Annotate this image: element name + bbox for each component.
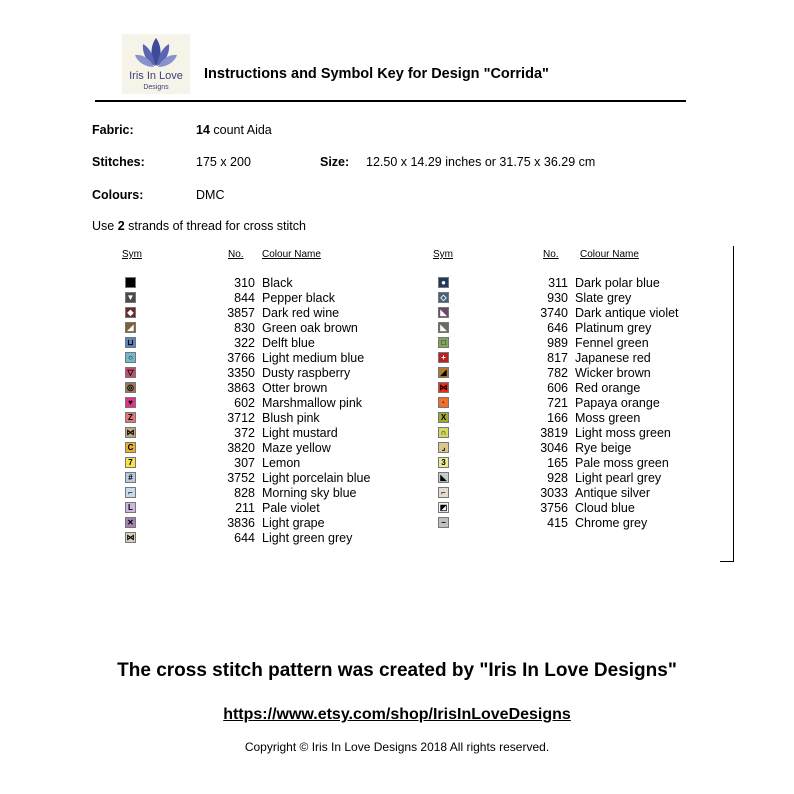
fabric-label: Fabric: xyxy=(92,123,134,137)
colour-name: Antique silver xyxy=(575,486,651,500)
colour-number: 644 xyxy=(234,531,255,545)
colour-name: Slate grey xyxy=(575,291,632,305)
colour-number: 646 xyxy=(547,321,568,335)
colour-name: Otter brown xyxy=(262,381,328,395)
colour-number: 602 xyxy=(234,396,255,410)
symbol-swatch: ⋈ xyxy=(439,383,448,392)
symbol-swatch: ◇ xyxy=(438,292,449,303)
colour-number: 165 xyxy=(547,456,568,470)
colour-name: Moss green xyxy=(575,411,641,425)
right-name-header: Colour Name xyxy=(580,249,639,260)
colour-number: 307 xyxy=(234,456,255,470)
symbol-swatch: ◢ xyxy=(125,322,136,333)
colour-row xyxy=(438,516,738,531)
fabric-count: 14 xyxy=(196,123,210,137)
copyright-text: Copyright © Iris In Love Designs 2018 All rights reserved. xyxy=(244,740,550,754)
key-border-bottom xyxy=(720,561,734,562)
symbol-swatch: ▼ xyxy=(126,293,135,302)
colour-number: 844 xyxy=(234,291,255,305)
colour-name: Green oak brown xyxy=(262,321,358,335)
colour-name: Pale violet xyxy=(262,501,320,515)
colour-row xyxy=(438,321,738,336)
colour-number: 166 xyxy=(547,411,568,425)
colour-name: Blush pink xyxy=(262,411,320,425)
colour-number: 3766 xyxy=(227,351,255,365)
colour-number: 3863 xyxy=(227,381,255,395)
colour-name: Rye beige xyxy=(575,441,632,455)
size-label: Size: xyxy=(320,155,350,169)
left-name-header: Colour Name xyxy=(262,249,321,260)
symbol-swatch: − xyxy=(438,517,449,528)
colour-number: 310 xyxy=(234,276,255,290)
symbol-swatch: ♥ xyxy=(125,397,136,408)
colour-name: Pale moss green xyxy=(575,456,669,470)
colour-name: Cloud blue xyxy=(575,501,635,515)
colour-row xyxy=(125,471,425,486)
symbol-swatch: ○ xyxy=(125,352,136,363)
symbol-swatch: ◣ xyxy=(438,472,449,483)
symbol-swatch: ◩ xyxy=(439,503,448,512)
colour-name: Marshmallow pink xyxy=(262,396,363,410)
size-value: 12.50 x 14.29 inches or 31.75 x 36.29 cm xyxy=(366,155,596,169)
lotus-icon xyxy=(134,36,178,70)
colour-row xyxy=(125,441,425,456)
colours-value: DMC xyxy=(196,188,225,202)
colour-row xyxy=(125,366,425,381)
symbol-swatch: # xyxy=(125,472,136,483)
colour-row xyxy=(438,456,738,471)
colour-row xyxy=(125,396,425,411)
colour-name: Platinum grey xyxy=(575,321,652,335)
colour-row xyxy=(438,441,738,456)
symbol-swatch: □ xyxy=(438,337,449,348)
colour-row xyxy=(438,426,738,441)
logo-name: Iris In Love xyxy=(129,70,183,82)
symbol-swatch: C xyxy=(125,442,136,453)
colour-name: Light pearl grey xyxy=(575,471,662,485)
symbol-swatch: ∩ xyxy=(438,427,449,438)
colour-name: Fennel green xyxy=(575,336,649,350)
symbol-swatch: 3 xyxy=(438,457,449,468)
right-sym-header: Sym xyxy=(433,249,453,260)
strands-instruction xyxy=(92,219,306,233)
colour-row xyxy=(125,516,425,531)
symbol-swatch: ⌐ xyxy=(438,487,449,498)
colour-row xyxy=(125,486,425,501)
colour-number: 830 xyxy=(234,321,255,335)
symbol-swatch: ▽ xyxy=(125,367,136,378)
colour-row xyxy=(125,321,425,336)
colour-name: Lemon xyxy=(262,456,301,470)
colour-name: Light grape xyxy=(262,516,325,530)
colour-number: 415 xyxy=(547,516,568,530)
symbol-swatch: ● xyxy=(438,277,449,288)
symbol-swatch: X xyxy=(438,412,449,423)
colour-number: 930 xyxy=(547,291,568,305)
colour-name: Dark antique violet xyxy=(575,306,679,320)
colour-number: 782 xyxy=(547,366,568,380)
colours-label: Colours: xyxy=(92,188,144,202)
colour-name: Dark polar blue xyxy=(575,276,660,290)
colour-row xyxy=(438,291,738,306)
colour-name: Delft blue xyxy=(262,336,315,350)
colour-number: 989 xyxy=(547,336,568,350)
colour-name: Light moss green xyxy=(575,426,671,440)
symbol-swatch: ⋈ xyxy=(126,533,135,542)
page-title: Instructions and Symbol Key for Design "Corrida" xyxy=(204,66,549,82)
symbol-swatch: ⌟ xyxy=(438,442,449,453)
colour-name: Wicker brown xyxy=(575,366,651,380)
colour-name: Light mustard xyxy=(262,426,338,440)
colour-number: 721 xyxy=(547,396,568,410)
colour-number: 3819 xyxy=(540,426,568,440)
symbol-swatch: ◎ xyxy=(125,382,136,393)
stitches-label: Stitches: xyxy=(92,155,145,169)
colour-row xyxy=(438,381,738,396)
fabric-value xyxy=(196,123,272,137)
colour-row xyxy=(125,336,425,351)
symbol-swatch: Z xyxy=(125,412,136,423)
colour-row xyxy=(125,306,425,321)
shop-link[interactable]: https://www.etsy.com/shop/IrisInLoveDesigns xyxy=(223,706,571,723)
colour-row xyxy=(125,411,425,426)
symbol-swatch: + xyxy=(438,352,449,363)
colour-number: 3752 xyxy=(227,471,255,485)
colour-name: Maze yellow xyxy=(262,441,331,455)
colour-name: Light medium blue xyxy=(262,351,365,365)
colour-row xyxy=(438,486,738,501)
symbol-swatch: ◣ xyxy=(438,322,449,333)
colour-row xyxy=(125,456,425,471)
fabric-type: count Aida xyxy=(209,123,272,137)
symbol-swatch: ✕ xyxy=(125,517,136,528)
colour-row xyxy=(438,396,738,411)
colour-number: 3756 xyxy=(540,501,568,515)
colour-row xyxy=(125,531,425,546)
symbol-swatch: ⌐ xyxy=(125,487,136,498)
strands-count: 2 xyxy=(117,219,125,233)
colour-name: Light porcelain blue xyxy=(262,471,371,485)
colour-row xyxy=(125,291,425,306)
colour-name: Papaya orange xyxy=(575,396,660,410)
colour-number: 606 xyxy=(547,381,568,395)
colour-number: 928 xyxy=(547,471,568,485)
colour-row xyxy=(438,366,738,381)
strands-prefix: Use xyxy=(92,219,118,233)
colour-row xyxy=(125,501,425,516)
colour-number: 828 xyxy=(234,486,255,500)
colour-name: Light green grey xyxy=(262,531,353,545)
colour-number: 3350 xyxy=(227,366,255,380)
colour-number: 3033 xyxy=(540,486,568,500)
symbol-swatch: ⋈ xyxy=(126,428,135,437)
colour-row xyxy=(438,501,738,516)
colour-row xyxy=(438,351,738,366)
right-no-header: No. xyxy=(543,249,559,260)
colour-number: 3712 xyxy=(227,411,255,425)
symbol-swatch: · xyxy=(438,397,449,408)
colour-number: 211 xyxy=(235,501,255,515)
colour-number: 3046 xyxy=(540,441,568,455)
colour-row xyxy=(438,276,738,291)
symbol-swatch: ◢ xyxy=(438,367,449,378)
strands-suffix: strands of thread for cross stitch xyxy=(124,219,306,233)
key-border-right xyxy=(733,246,734,562)
symbol-swatch: ◣ xyxy=(438,307,449,318)
symbol-swatch: L xyxy=(125,502,136,513)
left-no-header: No. xyxy=(228,249,244,260)
colour-row xyxy=(125,351,425,366)
symbol-swatch: ◆ xyxy=(125,307,136,318)
colour-name: Red orange xyxy=(575,381,641,395)
colour-name: Dark red wine xyxy=(262,306,340,320)
colour-row xyxy=(125,381,425,396)
colour-number: 3836 xyxy=(227,516,255,530)
colour-row xyxy=(125,426,425,441)
credit-text: The cross stitch pattern was created by "Iris In Love Designs" xyxy=(117,660,677,681)
colour-number: 372 xyxy=(234,426,255,440)
colour-number: 3740 xyxy=(540,306,568,320)
colour-number: 322 xyxy=(234,336,255,350)
colour-name: Black xyxy=(262,276,293,290)
colour-name: Chrome grey xyxy=(575,516,648,530)
symbol-swatch xyxy=(125,277,136,288)
symbol-swatch: 7 xyxy=(125,457,136,468)
colour-row xyxy=(125,276,425,291)
colour-number: 311 xyxy=(548,276,568,290)
colour-number: 3820 xyxy=(227,441,255,455)
colour-number: 3857 xyxy=(227,306,255,320)
colour-number: 817 xyxy=(547,351,568,365)
symbol-swatch: ⊔ xyxy=(125,337,136,348)
colour-row xyxy=(438,411,738,426)
colour-name: Japanese red xyxy=(575,351,651,365)
title-divider xyxy=(95,100,686,102)
colour-row xyxy=(438,336,738,351)
colour-row xyxy=(438,306,738,321)
logo-subtitle: Designs xyxy=(143,84,169,91)
colour-row xyxy=(438,471,738,486)
left-sym-header: Sym xyxy=(122,249,142,260)
brand-logo xyxy=(122,34,190,94)
colour-name: Pepper black xyxy=(262,291,335,305)
stitches-value: 175 x 200 xyxy=(196,155,251,169)
colour-name: Morning sky blue xyxy=(262,486,357,500)
colour-name: Dusty raspberry xyxy=(262,366,351,380)
